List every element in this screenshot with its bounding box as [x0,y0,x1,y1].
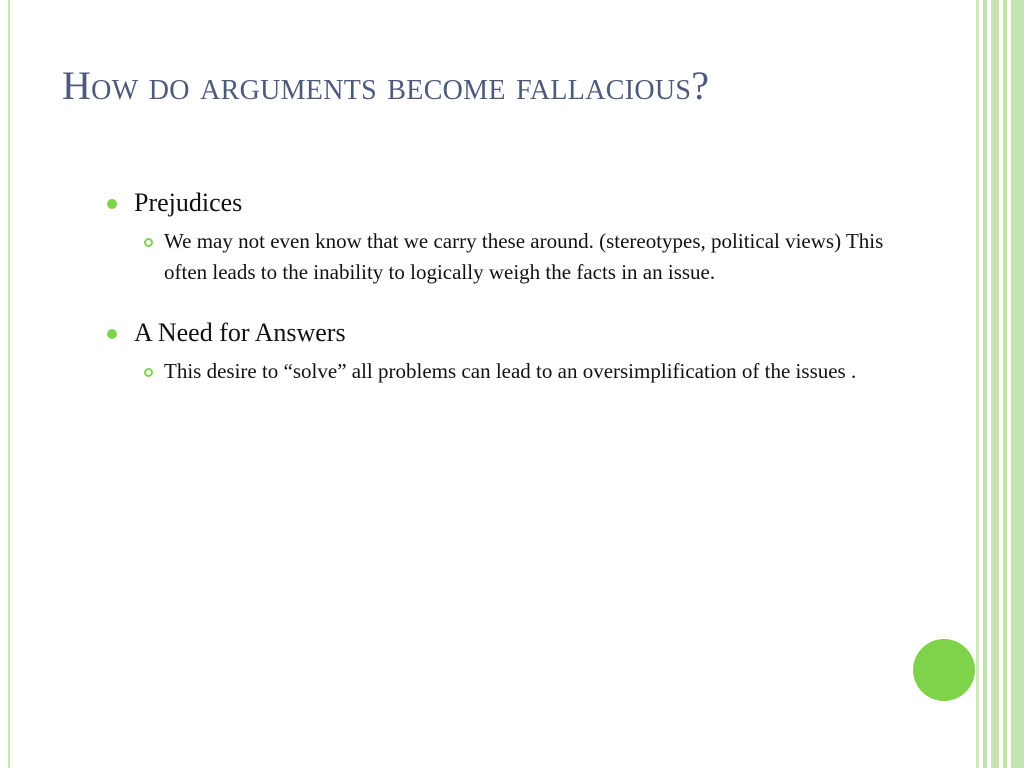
bullet-group [104,316,904,387]
bullet-item [104,186,904,220]
bullet-dot-icon [107,199,117,209]
decorative-stripe [976,0,979,768]
bullet-group [104,186,904,288]
bullet-dot-icon [107,329,117,339]
sub-bullet-item [104,356,894,387]
decorative-stripe [1003,0,1007,768]
sub-bullet-text: We may not even know that we carry these around. (stereotypes, political views) This often leads to the inability to logically weigh the facts in an issue. [164,229,884,284]
decorative-stripe [991,0,999,768]
sub-bullet-ring-icon [144,238,153,247]
decorative-stripe [983,0,987,768]
sub-bullet-item [104,226,894,288]
bullet-text: A Need for Answers [134,318,346,347]
decorative-stripe [1011,0,1024,768]
bullet-text: Prejudices [134,188,243,217]
sub-bullet-text: This desire to “solve” all problems can lead to an oversimplification of the issues . [164,359,857,383]
bullet-item [104,316,904,350]
sub-bullet-ring-icon [144,368,153,377]
decorative-circle [913,639,975,701]
slide-content [104,186,904,387]
left-border-line [8,0,10,768]
slide-title: How do arguments become fallacious? [62,63,710,108]
